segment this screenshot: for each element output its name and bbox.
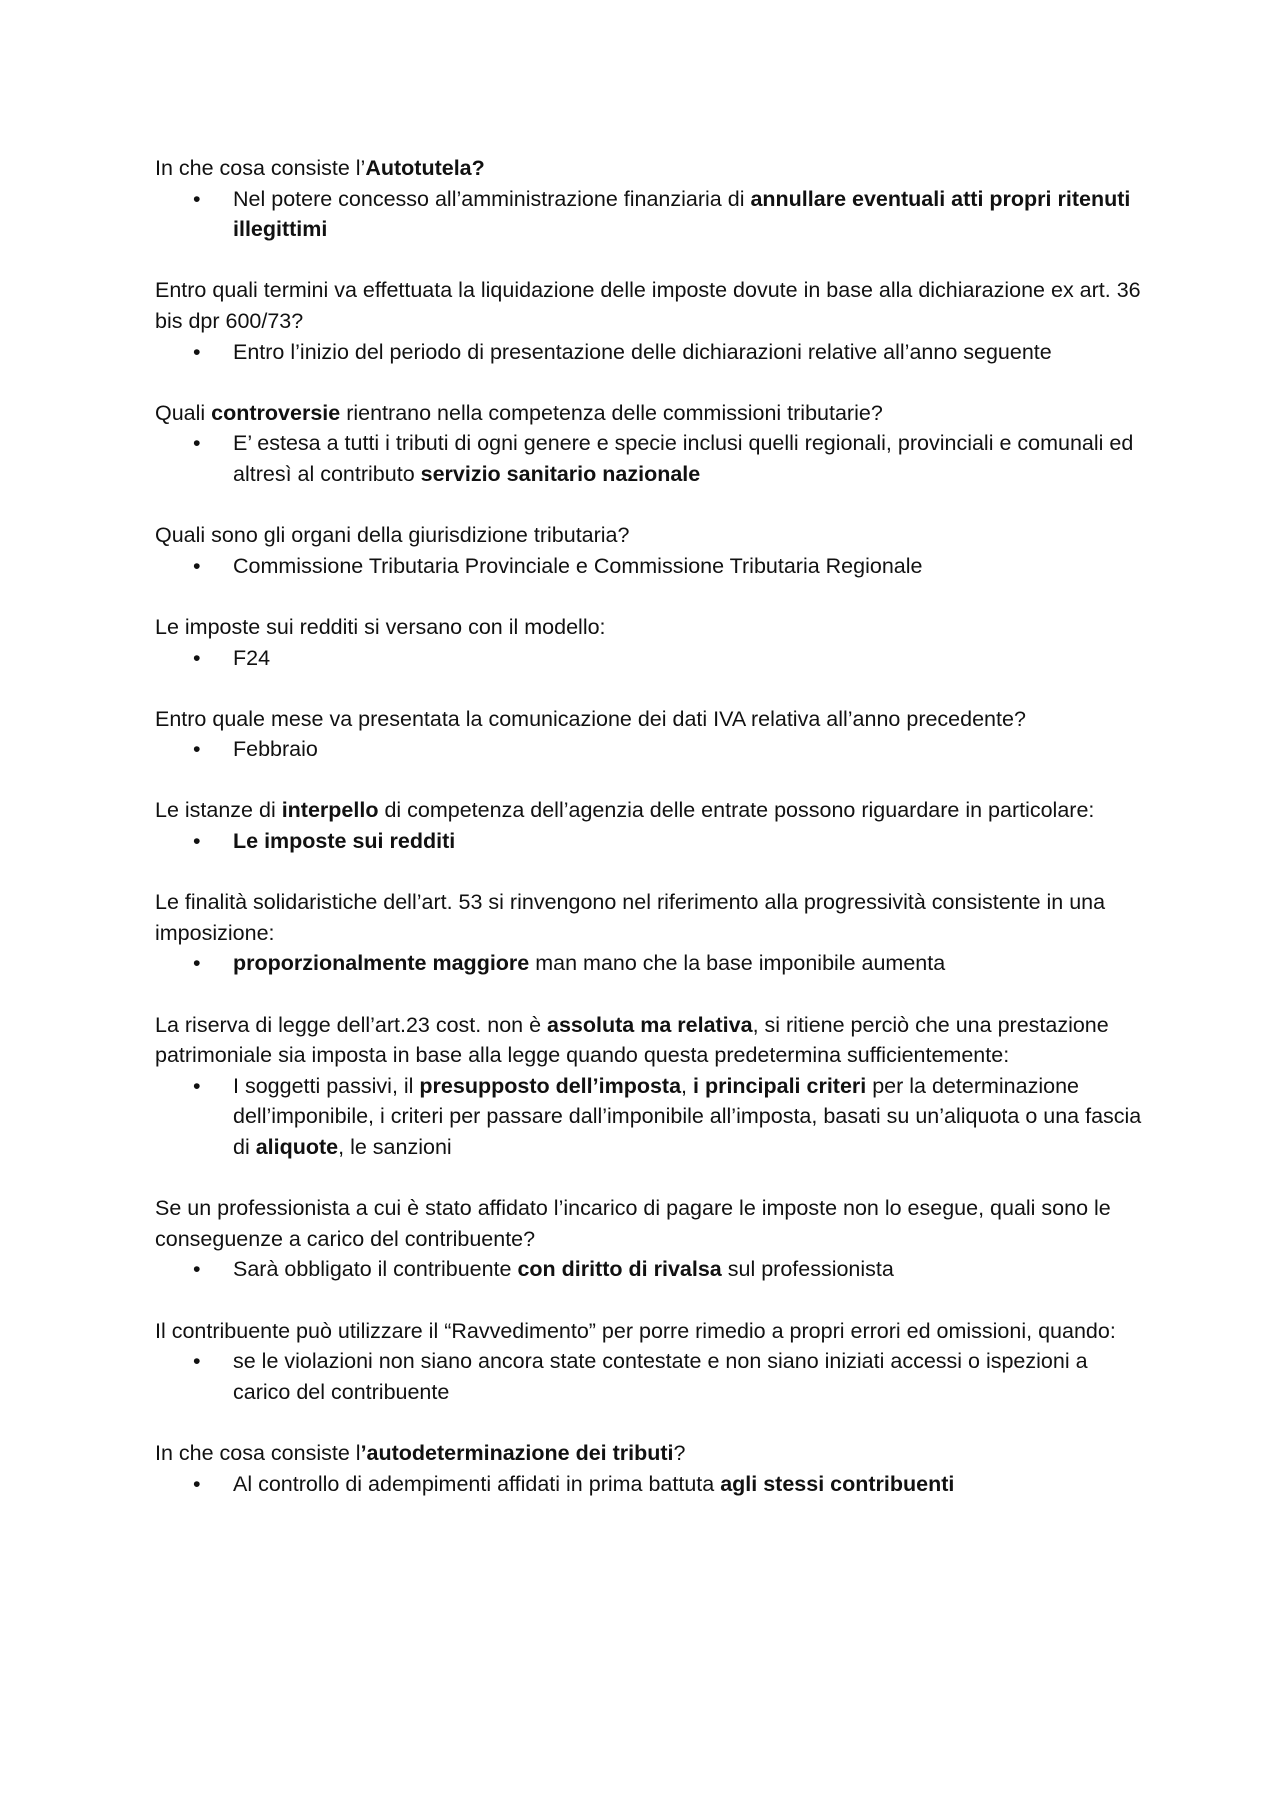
question-run: Entro quali termini va effettuata la liquidazione delle imposte dovute in base alla dichiarazione ex art. 36 bis dpr 600/73? <box>155 278 1141 333</box>
answer-item <box>155 428 1145 489</box>
answer-item <box>155 1469 1145 1500</box>
bullet-icon: • <box>193 737 201 762</box>
answer-list <box>155 1071 1145 1163</box>
question-bold-run: Autotutela? <box>365 156 485 180</box>
question-text <box>155 795 1145 826</box>
answer-item <box>155 734 1145 765</box>
answer-list <box>155 184 1145 245</box>
qa-block <box>155 1316 1145 1408</box>
question-text <box>155 520 1145 551</box>
answer-list <box>155 1469 1145 1500</box>
answer-run: , <box>681 1073 693 1098</box>
question-text <box>155 275 1145 336</box>
answer-run: E’ estesa a tutti i tributi di ogni genere e specie inclusi quelli regionali, provinciali e comunali ed altresì al contributo <box>233 431 1134 486</box>
answer-run: F24 <box>233 645 271 670</box>
bullet-icon: • <box>193 951 201 976</box>
answer-run: sul professionista <box>721 1257 894 1282</box>
bullet-icon: • <box>193 1073 201 1098</box>
answer-run: se le violazioni non siano ancora state contestate e non siano iniziati accessi o ispezioni a carico del contribuente <box>233 1349 1088 1404</box>
bullet-icon: • <box>193 645 201 670</box>
answer-item <box>155 1254 1145 1285</box>
question-run: Le imposte sui redditi si versano con il modello: <box>155 614 606 639</box>
answer-list <box>155 1346 1145 1407</box>
bullet-icon: • <box>193 1257 201 1282</box>
answer-run: Al controllo di adempimenti affidati in prima battuta <box>233 1471 721 1496</box>
question-bold-run: controversie <box>211 400 341 425</box>
qa-block <box>155 612 1145 673</box>
document-page <box>155 153 1145 1530</box>
question-run: Le finalità solidaristiche dell’art. 53 si rinvengono nel riferimento alla progressività consistente in una imposizione: <box>155 890 1106 945</box>
answer-item <box>155 184 1145 245</box>
question-text <box>155 704 1145 735</box>
answer-list <box>155 948 1145 979</box>
answer-bold-run: con diritto di rivalsa <box>517 1257 722 1282</box>
question-run: Il contribuente può utilizzare il “Ravvedimento” per porre rimedio a propri errori ed omissioni, quando: <box>155 1318 1116 1343</box>
qa-block <box>155 153 1145 245</box>
qa-block <box>155 795 1145 856</box>
question-bold-run: ’autodeterminazione dei tributi <box>360 1440 674 1465</box>
answer-list <box>155 1254 1145 1285</box>
answer-bold-run: presupposto dell’imposta <box>419 1073 682 1098</box>
qa-block <box>155 704 1145 765</box>
question-run: di competenza dell’agenzia delle entrate possono riguardare in particolare: <box>378 798 1095 823</box>
answer-bold-run: proporzionalmente maggiore <box>233 951 530 976</box>
answer-run: Sarà obbligato il contribuente <box>233 1257 518 1282</box>
answer-bold-run: annullare eventuali atti propri ritenuti illegittimi <box>233 186 1131 242</box>
question-run: rientrano nella competenza delle commissioni tributarie? <box>340 400 883 425</box>
question-text <box>155 887 1145 948</box>
qa-block <box>155 520 1145 581</box>
bullet-icon: • <box>193 553 201 578</box>
answer-run: man mano che la base imponibile aumenta <box>529 951 946 976</box>
answer-run: per la determinazione dell’imponibile, i criteri per passare dall’imponibile all’imposta, basati su un’aliquota o una fascia di <box>233 1073 1142 1159</box>
qa-block <box>155 1010 1145 1163</box>
answer-run: Entro l’inizio del periodo di presentazione delle dichiarazioni relative all’anno seguente <box>233 339 1052 364</box>
qa-block <box>155 1193 1145 1285</box>
answer-item <box>155 826 1145 857</box>
answer-bold-run: servizio sanitario nazionale <box>420 461 701 486</box>
question-run: Entro quale mese va presentata la comunicazione dei dati IVA relativa all’anno precedente? <box>155 706 1026 731</box>
question-run: In che cosa consiste l <box>155 1440 361 1465</box>
answer-bold-run: Le imposte sui redditi <box>233 829 456 854</box>
question-bold-run: interpello <box>281 798 379 823</box>
qa-block <box>155 275 1145 367</box>
question-bold-run: assoluta ma relativa <box>547 1012 753 1037</box>
bullet-icon: • <box>193 829 201 854</box>
question-text <box>155 398 1145 429</box>
answer-item <box>155 337 1145 368</box>
question-run: Se un professionista a cui è stato affidato l’incarico di pagare le imposte non lo esegue, quali sono le conseguenze a carico del contribuente? <box>155 1196 1111 1251</box>
answer-bold-run: agli stessi contribuenti <box>720 1471 955 1496</box>
qa-block <box>155 1438 1145 1499</box>
bullet-icon: • <box>193 339 201 364</box>
answer-list <box>155 551 1145 582</box>
question-text <box>155 612 1145 643</box>
question-text <box>155 1316 1145 1347</box>
question-text <box>155 1010 1145 1071</box>
question-run: , si ritiene perciò che una prestazione patrimoniale sia imposta in base alla legge quando questa predetermina sufficientemente: <box>155 1012 1109 1068</box>
bullet-icon: • <box>193 1349 201 1374</box>
answer-run: Febbraio <box>233 737 318 762</box>
qa-block <box>155 887 1145 979</box>
answer-item <box>155 1346 1145 1407</box>
answer-list <box>155 826 1145 857</box>
answer-run: I soggetti passivi, il <box>233 1073 420 1098</box>
question-run: Quali <box>155 400 212 425</box>
bullet-icon: • <box>193 1471 201 1496</box>
answer-item <box>155 551 1145 582</box>
qa-block <box>155 398 1145 490</box>
question-run: Le istanze di <box>155 798 282 823</box>
answer-run: Nel potere concesso all’amministrazione finanziaria di <box>233 186 751 211</box>
question-text <box>155 153 1145 184</box>
answer-list <box>155 643 1145 674</box>
question-run: ? <box>673 1440 686 1465</box>
answer-item <box>155 1071 1145 1163</box>
answer-item <box>155 643 1145 674</box>
answer-list <box>155 734 1145 765</box>
question-run: In che cosa consiste l’ <box>155 156 366 180</box>
answer-bold-run: aliquote <box>255 1135 339 1159</box>
question-run: Quali sono gli organi della giurisdizione tributaria? <box>155 523 630 548</box>
answer-bold-run: i principali criteri <box>693 1073 867 1098</box>
answer-run: Commissione Tributaria Provinciale e Commissione Tributaria Regionale <box>233 553 923 578</box>
answer-list <box>155 428 1145 489</box>
answer-run: , le sanzioni <box>338 1135 452 1159</box>
bullet-icon: • <box>193 186 201 211</box>
question-text <box>155 1438 1145 1469</box>
answer-list <box>155 337 1145 368</box>
answer-item <box>155 948 1145 979</box>
question-run: La riserva di legge dell’art.23 cost. non è <box>155 1012 548 1037</box>
bullet-icon: • <box>193 431 201 456</box>
question-text <box>155 1193 1145 1254</box>
